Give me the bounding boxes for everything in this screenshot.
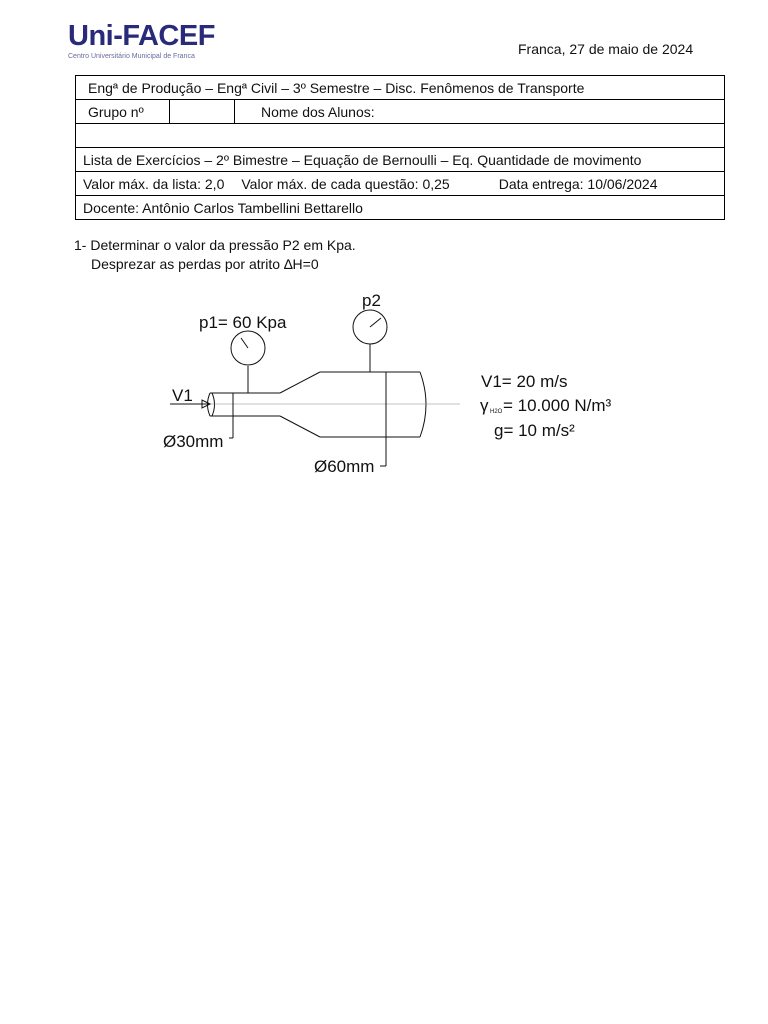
list-title: Lista de Exercícios – 2º Bimestre – Equação de Bernoulli – Eq. Quantidade de movimento: [76, 148, 725, 172]
exercise-statement: 1- Determinar o valor da pressão P2 em Kpa.: [74, 237, 356, 253]
header-table: [75, 75, 725, 220]
group-label: Grupo nº: [76, 100, 170, 124]
header-row-list: [76, 148, 725, 172]
exercise-1: [74, 236, 356, 274]
p2-label: p2: [362, 291, 381, 310]
header-row-blank: [76, 124, 725, 148]
group-number-field[interactable]: [170, 100, 235, 124]
given-gamma-subscript: H2O: [490, 409, 503, 415]
teacher-line: Docente: Antônio Carlos Tambellini Bettarello: [76, 196, 725, 220]
header-row-group: [76, 100, 725, 124]
logo-name: Uni-FACEF: [68, 20, 215, 52]
p1-label: p1= 60 Kpa: [199, 313, 287, 332]
students-names-field[interactable]: [76, 124, 725, 148]
students-label: Nome dos Alunos:: [235, 100, 725, 124]
values-cell: [76, 172, 725, 196]
given-gamma: = 10.000 N/m³: [503, 396, 612, 415]
unifacef-logo: [68, 22, 238, 62]
given-g: g= 10 m/s²: [494, 421, 575, 440]
header-row-course: [76, 76, 725, 100]
document-date: Franca, 27 de maio de 2024: [518, 41, 694, 57]
d2-label: Ø60mm: [314, 457, 375, 476]
pipe-diagram: [150, 285, 650, 480]
max-list-value: Valor máx. da lista: 2,0: [83, 175, 225, 192]
d1-label: Ø30mm: [163, 432, 224, 451]
logo-subtitle: Centro Universitário Municipal de Franca: [68, 53, 195, 60]
exercise-note: Desprezar as perdas por atrito ∆H=0: [91, 256, 319, 272]
due-date: Data entrega: 10/06/2024: [498, 175, 658, 192]
given-gamma-symbol: γ: [480, 396, 489, 415]
max-question-value: Valor máx. de cada questão: 0,25: [241, 175, 450, 192]
course-line: Engª de Produção – Engª Civil – 3º Semestre – Disc. Fenômenos de Transporte: [76, 76, 725, 100]
pipe-outline: [208, 372, 427, 437]
header-row-teacher: [76, 196, 725, 220]
header-row-values: [76, 172, 725, 196]
v1-label: V1: [172, 386, 193, 405]
given-v1: V1= 20 m/s: [481, 372, 568, 391]
